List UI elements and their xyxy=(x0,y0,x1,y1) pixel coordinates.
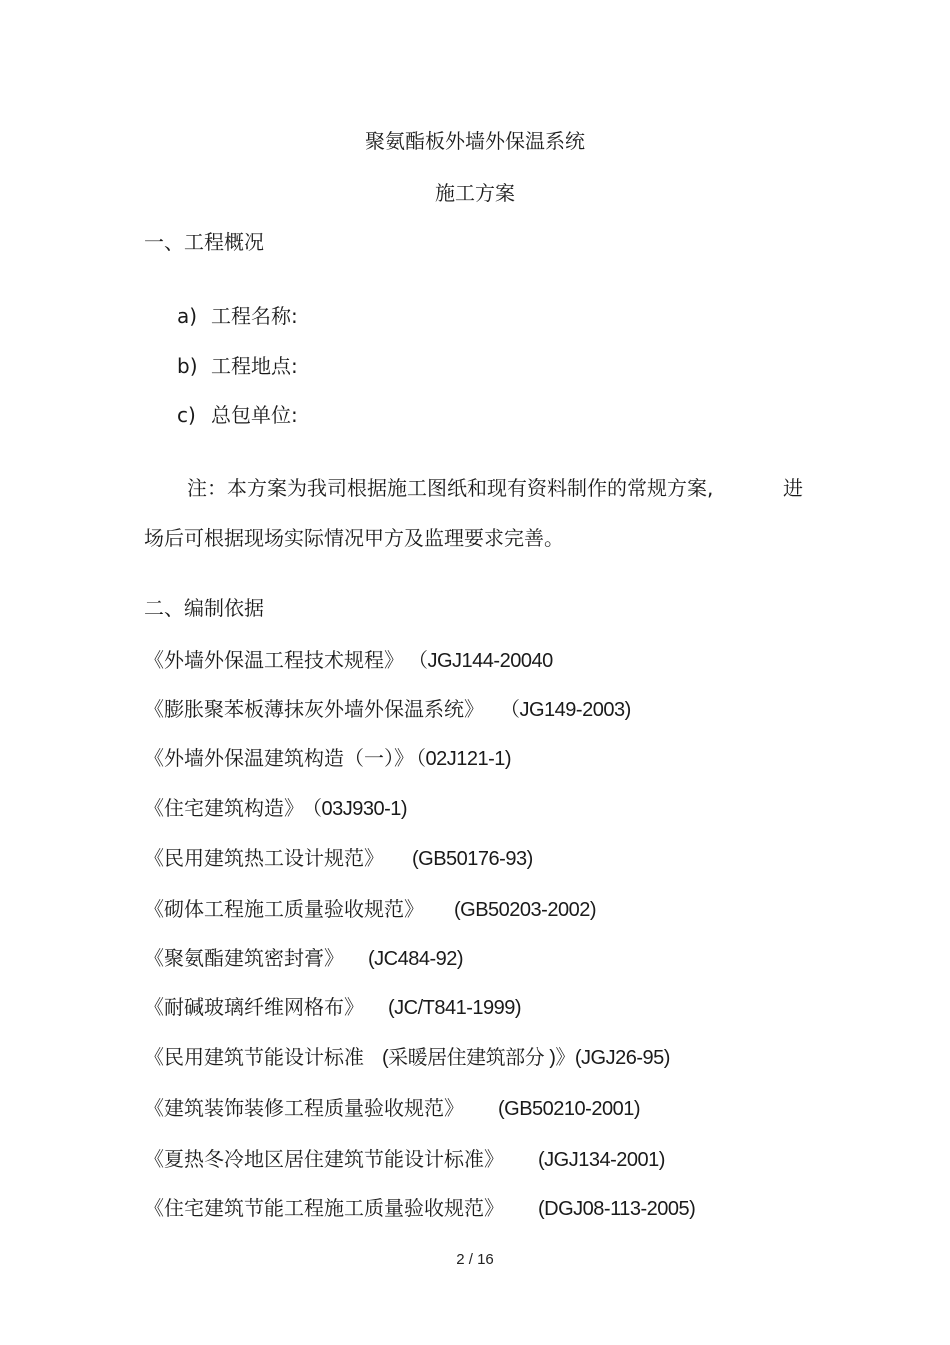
reference-code: (DGJ08-113-2005) xyxy=(538,1198,696,1220)
reference-code: (GB50203-2002) xyxy=(454,899,596,921)
reference-item xyxy=(144,1196,695,1221)
reference-name: 《夏热冬冷地区居住建筑节能设计标准》 xyxy=(144,1147,504,1171)
reference-item xyxy=(144,746,511,771)
reference-item xyxy=(144,1096,640,1121)
reference-code: (JC484-92) xyxy=(368,948,464,970)
document-subtitle: 施工方案 xyxy=(435,181,515,205)
note-line-1: 注：本方案为我司根据施工图纸和现有资料制作的常规方案, xyxy=(187,476,714,500)
section-heading-basis: 二、编制依据 xyxy=(144,596,264,620)
reference-name: 《砌体工程施工质量验收规范》 xyxy=(144,897,424,921)
list-marker: b) xyxy=(177,354,198,378)
reference-name: 《民用建筑节能设计标准 xyxy=(144,1045,364,1069)
reference-item xyxy=(144,1147,665,1172)
reference-name: 《住宅建筑节能工程施工质量验收规范》 xyxy=(144,1196,504,1220)
reference-item xyxy=(144,648,553,673)
reference-item xyxy=(144,846,533,871)
reference-name: 《聚氨酯建筑密封膏》 xyxy=(144,946,344,970)
reference-name: 《民用建筑热工设计规范》 xyxy=(144,846,384,870)
list-item xyxy=(177,304,298,328)
list-marker: a) xyxy=(177,304,198,328)
list-item-text: 工程名称: xyxy=(211,304,298,328)
reference-item xyxy=(144,995,521,1020)
reference-name: 《耐碱玻璃纤维网格布》 xyxy=(144,995,364,1019)
list-item-text: 总包单位: xyxy=(211,403,298,427)
reference-code: （JG149-2003) xyxy=(510,699,631,721)
note-line-1-tail: 进 xyxy=(783,476,803,500)
reference-code: (采暖居住建筑部分 )》(JGJ26-95) xyxy=(382,1047,670,1069)
document-title: 聚氨酯板外墙外保温系统 xyxy=(365,129,585,153)
reference-code: （JGJ144-20040 xyxy=(418,650,553,672)
reference-item xyxy=(144,796,407,821)
list-item xyxy=(177,403,298,427)
reference-code: （03J930-1) xyxy=(312,798,408,820)
reference-code: （02J121-1) xyxy=(416,748,512,770)
reference-name: 《建筑装饰装修工程质量验收规范》 xyxy=(144,1096,464,1120)
list-item xyxy=(177,354,298,378)
reference-name: 《住宅建筑构造》 xyxy=(144,796,304,820)
list-marker: c) xyxy=(177,403,196,427)
list-item-text: 工程地点: xyxy=(211,354,298,378)
reference-name: 《膨胀聚苯板薄抹灰外墙外保温系统》 xyxy=(144,697,484,721)
reference-item xyxy=(144,946,463,971)
reference-code: (GB50210-2001) xyxy=(498,1098,640,1120)
reference-name: 《外墙外保温建筑构造（一）》 xyxy=(144,746,414,770)
reference-item xyxy=(144,1045,670,1070)
note-line-2: 场后可根据现场实际情况甲方及监理要求完善。 xyxy=(144,526,564,550)
reference-code: (GB50176-93) xyxy=(412,848,533,870)
reference-code: (JC/T841-1999) xyxy=(388,997,522,1019)
reference-name: 《外墙外保温工程技术规程》 xyxy=(144,648,404,672)
page-number: 2 / 16 xyxy=(456,1251,494,1268)
reference-code: (JGJ134-2001) xyxy=(538,1149,665,1171)
reference-item xyxy=(144,897,596,922)
section-heading-overview: 一、工程概况 xyxy=(144,230,264,254)
reference-item xyxy=(144,697,631,722)
